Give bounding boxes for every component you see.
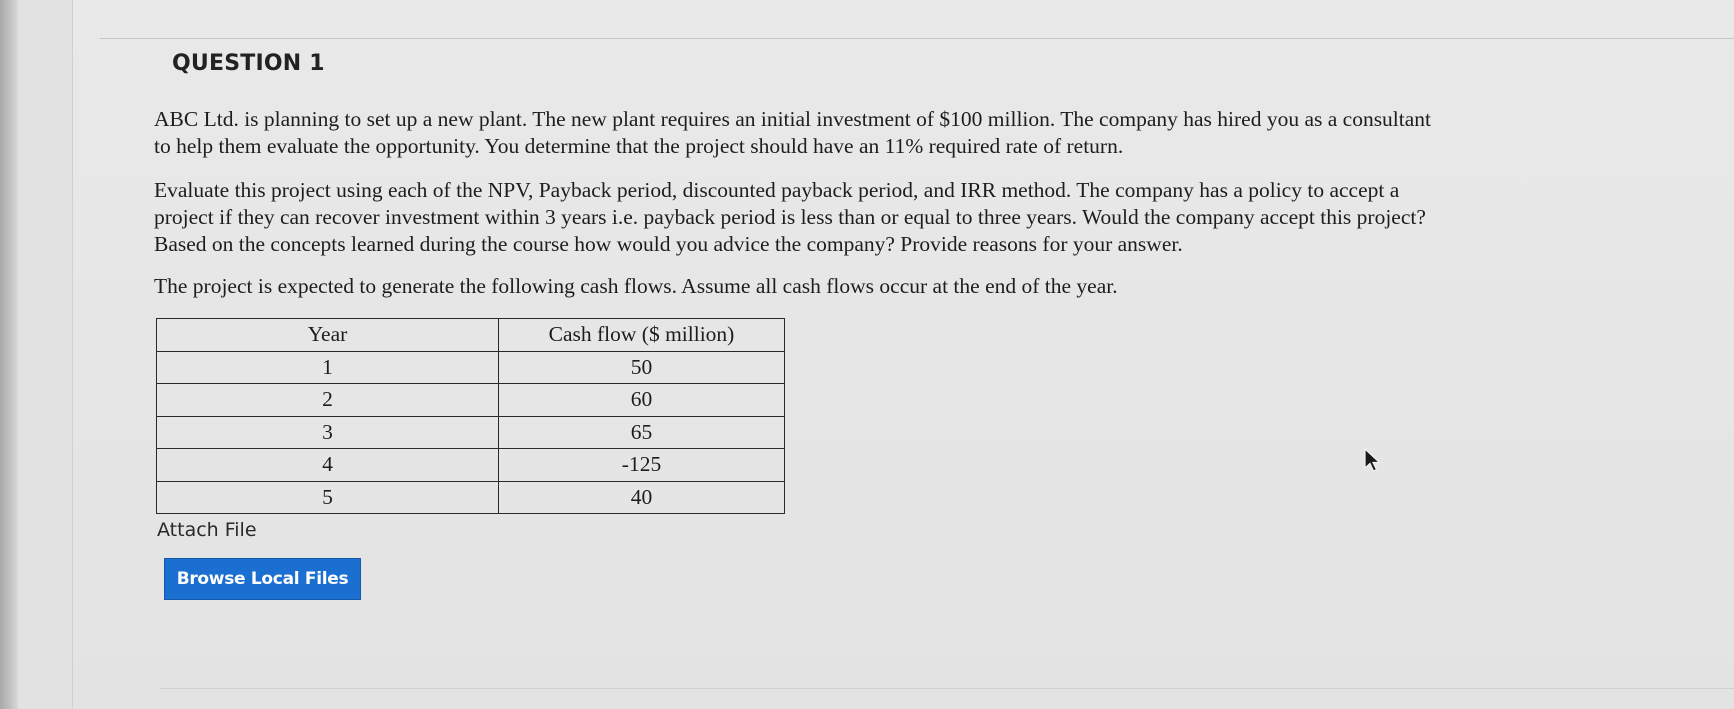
paragraph-line: Evaluate this project using each of the NPV, Payback period, discounted payback period, and IRR method. The company has a policy to accept a <box>154 178 1400 202</box>
cash-flow-table <box>156 318 785 514</box>
table-row <box>157 449 785 482</box>
header-cash-flow: Cash flow ($ million) <box>499 319 785 352</box>
cell-cash-flow: 60 <box>499 384 785 417</box>
cell-year: 5 <box>157 481 499 514</box>
cell-cash-flow: 40 <box>499 481 785 514</box>
table-row <box>157 384 785 417</box>
question-top-divider <box>100 38 1734 39</box>
table-row <box>157 416 785 449</box>
paragraph-line: Based on the concepts learned during the course how would you advice the company? Provide reasons for your answer. <box>154 232 1183 256</box>
question-paragraph-cashflows: The project is expected to generate the following cash flows. Assume all cash flows occur at the end of the year. <box>154 274 1118 298</box>
table-row <box>157 481 785 514</box>
question-heading: QUESTION 1 <box>172 51 325 76</box>
question-paragraph-intro <box>154 106 1634 160</box>
paragraph-line: to help them evaluate the opportunity. You determine that the project should have an 11% required rate of return. <box>154 134 1124 158</box>
cell-cash-flow: 50 <box>499 351 785 384</box>
left-gutter <box>18 0 73 709</box>
cell-cash-flow: 65 <box>499 416 785 449</box>
window-edge <box>0 0 18 709</box>
cell-year: 4 <box>157 449 499 482</box>
paragraph-line: project if they can recover investment within 3 years i.e. payback period is less than or equal to three years. Would the company accept this project? <box>154 205 1426 229</box>
cell-year: 3 <box>157 416 499 449</box>
cell-year: 2 <box>157 384 499 417</box>
table-header-row <box>157 319 785 352</box>
cell-cash-flow: -125 <box>499 449 785 482</box>
mouse-pointer-icon <box>1363 448 1383 474</box>
paragraph-line: ABC Ltd. is planning to set up a new plant. The new plant requires an initial investment of $100 million. The company has hired you as a consultant <box>154 107 1432 131</box>
browse-local-files-button[interactable]: Browse Local Files <box>164 558 361 600</box>
question-bottom-divider <box>160 688 1734 689</box>
table-row <box>157 351 785 384</box>
cell-year: 1 <box>157 351 499 384</box>
header-year: Year <box>157 319 499 352</box>
question-paragraph-task <box>154 177 1634 258</box>
attach-file-label: Attach File <box>157 519 257 541</box>
